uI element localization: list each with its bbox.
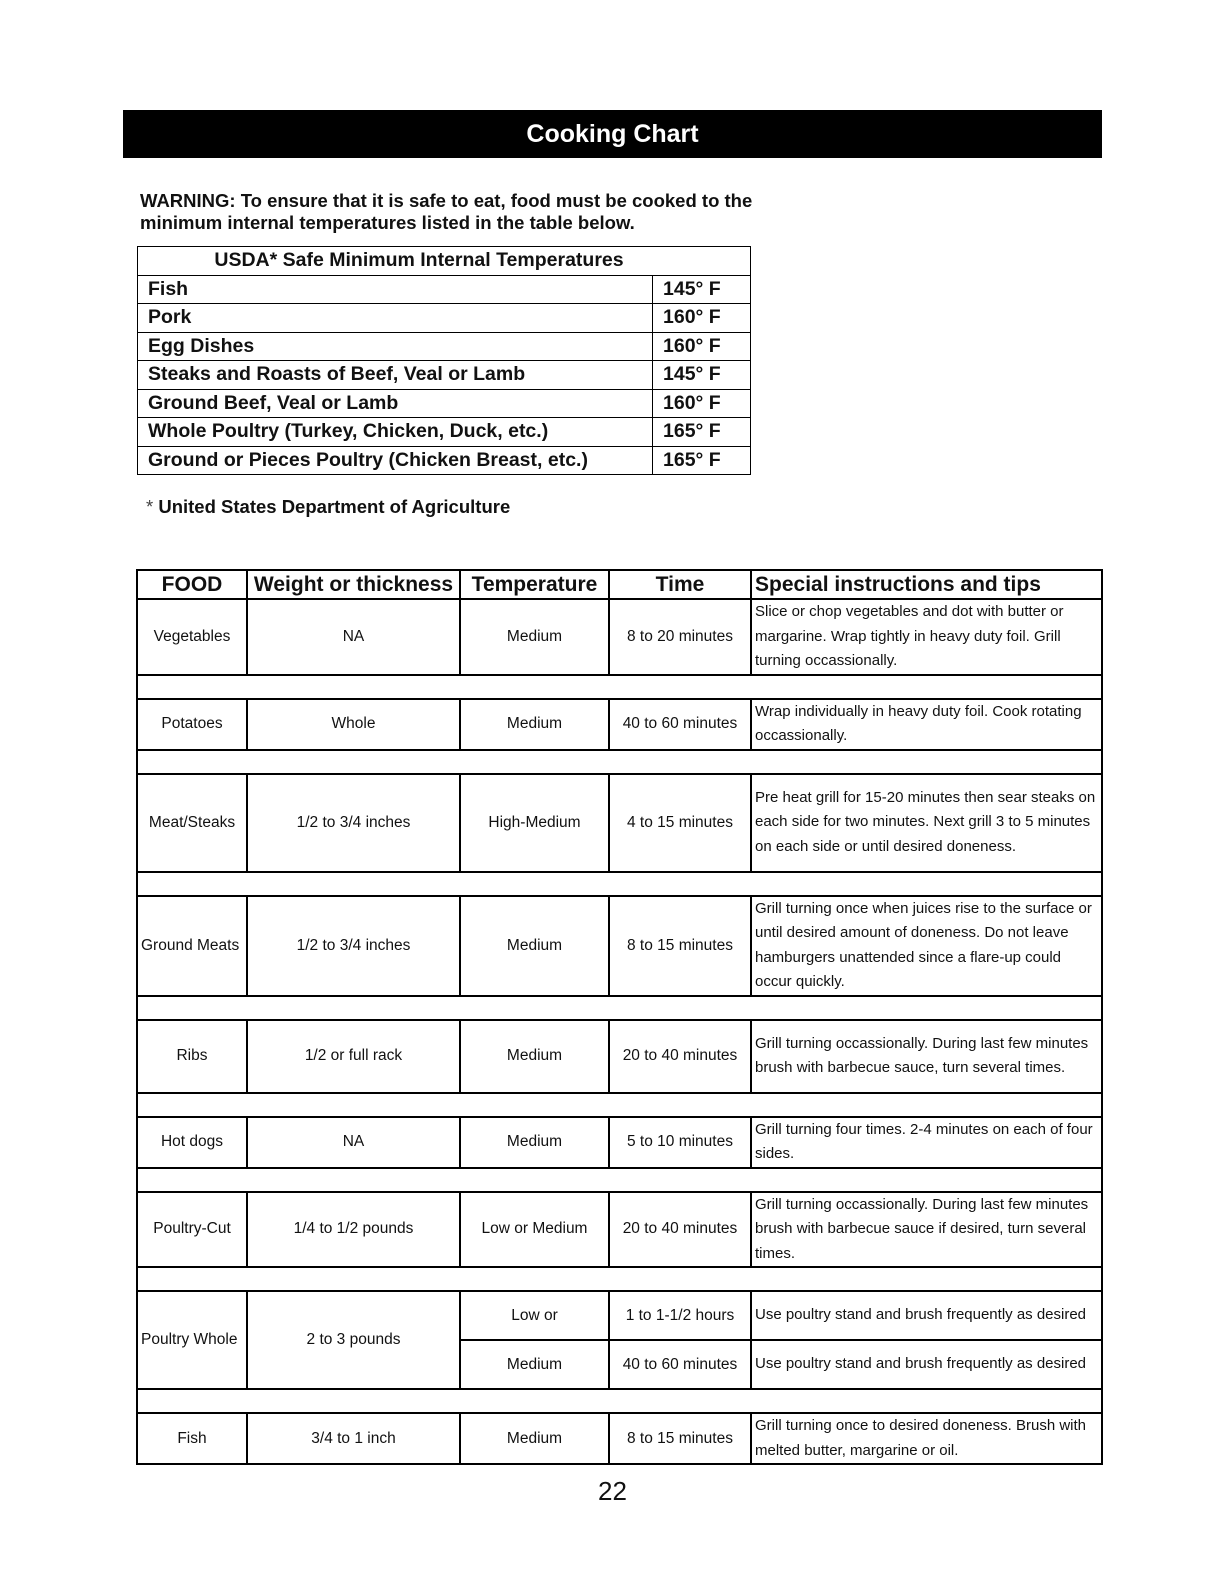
chart-header-row <box>137 570 1102 599</box>
usda-table-header: USDA* Safe Minimum Internal Temperatures <box>138 247 751 276</box>
col-header-time: Time <box>609 570 751 599</box>
weight-cell: Whole <box>247 699 460 750</box>
usda-item: Egg Dishes <box>138 332 653 361</box>
food-cell: Ribs <box>137 1020 247 1093</box>
temperature-cell: Medium <box>460 699 609 750</box>
food-cell: Ground Meats <box>137 896 247 996</box>
temperature-cell: Low or <box>460 1291 609 1340</box>
chart-title: Cooking Chart <box>526 119 699 148</box>
table-row <box>137 1192 1102 1268</box>
weight-cell: NA <box>247 599 460 675</box>
spacer-row <box>137 750 1102 774</box>
time-cell: 20 to 40 minutes <box>609 1020 751 1093</box>
tips-cell: Grill turning once when juices rise to the surface or until desired amount of doneness. Do not leave hamburgers unattended since a flare-up could occur quickly. <box>751 896 1102 996</box>
tips-cell: Grill turning four times. 2-4 minutes on each of four sides. <box>751 1117 1102 1168</box>
food-cell: Hot dogs <box>137 1117 247 1168</box>
usda-footnote <box>146 496 510 518</box>
spacer-cell <box>137 1168 1102 1192</box>
usda-temp: 160° F <box>653 332 751 361</box>
table-row <box>137 1291 1102 1340</box>
food-cell: Fish <box>137 1413 247 1464</box>
footnote-asterisk: * <box>146 496 154 517</box>
time-cell: 8 to 20 minutes <box>609 599 751 675</box>
usda-row <box>138 389 751 418</box>
col-header-tips: Special instructions and tips <box>751 570 1102 599</box>
spacer-row <box>137 1093 1102 1117</box>
safety-warning: WARNING: To ensure that it is safe to eat, food must be cooked to the minimum internal temperatures listed in the table below. <box>140 190 753 233</box>
food-cell: Meat/Steaks <box>137 774 247 872</box>
food-cell: Poultry-Cut <box>137 1192 247 1268</box>
temperature-cell: Medium <box>460 599 609 675</box>
table-row <box>137 1020 1102 1093</box>
food-cell: Potatoes <box>137 699 247 750</box>
temperature-cell: Medium <box>460 1020 609 1093</box>
spacer-cell <box>137 872 1102 896</box>
usda-temp: 145° F <box>653 361 751 390</box>
food-cell: Vegetables <box>137 599 247 675</box>
temperature-cell: Medium <box>460 896 609 996</box>
usda-row <box>138 332 751 361</box>
temperature-cell: High-Medium <box>460 774 609 872</box>
tips-cell: Slice or chop vegetables and dot with butter or margarine. Wrap tightly in heavy duty foil. Grill turning occassionally. <box>751 599 1102 675</box>
tips-cell: Grill turning occassionally. During last few minutes brush with barbecue sauce if desired, turn several times. <box>751 1192 1102 1268</box>
spacer-row <box>137 1389 1102 1413</box>
tips-cell: Use poultry stand and brush frequently as desired <box>751 1291 1102 1340</box>
spacer-cell <box>137 675 1102 699</box>
usda-item: Steaks and Roasts of Beef, Veal or Lamb <box>138 361 653 390</box>
temperature-cell: Medium <box>460 1117 609 1168</box>
spacer-cell <box>137 1267 1102 1291</box>
spacer-cell <box>137 750 1102 774</box>
footnote-text: United States Department of Agriculture <box>158 496 511 517</box>
weight-cell: 1/2 or full rack <box>247 1020 460 1093</box>
food-cell: Poultry Whole <box>137 1291 247 1389</box>
col-header-food: FOOD <box>137 570 247 599</box>
table-row <box>137 1413 1102 1464</box>
usda-temp: 160° F <box>653 389 751 418</box>
usda-row <box>138 446 751 475</box>
usda-item: Ground or Pieces Poultry (Chicken Breast, etc.) <box>138 446 653 475</box>
spacer-row <box>137 675 1102 699</box>
table-row <box>137 774 1102 872</box>
chart-title-banner <box>123 110 1102 158</box>
spacer-row <box>137 1168 1102 1192</box>
temperature-cell: Medium <box>460 1340 609 1389</box>
usda-row <box>138 275 751 304</box>
table-row <box>137 699 1102 750</box>
time-cell: 1 to 1-1/2 hours <box>609 1291 751 1340</box>
weight-cell: 1/4 to 1/2 pounds <box>247 1192 460 1268</box>
weight-cell: NA <box>247 1117 460 1168</box>
time-cell: 40 to 60 minutes <box>609 1340 751 1389</box>
temperature-cell: Low or Medium <box>460 1192 609 1268</box>
tips-cell: Pre heat grill for 15-20 minutes then sear steaks on each side for two minutes. Next grill 3 to 5 minutes on each side or until desired doneness. <box>751 774 1102 872</box>
tips-cell: Grill turning once to desired doneness. Brush with melted butter, margarine or oil. <box>751 1413 1102 1464</box>
weight-cell: 1/2 to 3/4 inches <box>247 774 460 872</box>
tips-cell: Use poultry stand and brush frequently as desired <box>751 1340 1102 1389</box>
usda-item: Ground Beef, Veal or Lamb <box>138 389 653 418</box>
usda-temp: 165° F <box>653 418 751 447</box>
cooking-chart-table <box>136 569 1103 1465</box>
spacer-cell <box>137 1093 1102 1117</box>
usda-row <box>138 304 751 333</box>
usda-temp: 165° F <box>653 446 751 475</box>
usda-temperature-table <box>137 246 751 475</box>
weight-cell: 3/4 to 1 inch <box>247 1413 460 1464</box>
time-cell: 20 to 40 minutes <box>609 1192 751 1268</box>
tips-cell: Wrap individually in heavy duty foil. Cook rotating occassionally. <box>751 699 1102 750</box>
usda-item: Fish <box>138 275 653 304</box>
usda-temp: 145° F <box>653 275 751 304</box>
temperature-cell: Medium <box>460 1413 609 1464</box>
col-header-weight: Weight or thickness <box>247 570 460 599</box>
page-number: 22 <box>598 1476 627 1506</box>
weight-cell: 1/2 to 3/4 inches <box>247 896 460 996</box>
weight-cell: 2 to 3 pounds <box>247 1291 460 1389</box>
spacer-row <box>137 872 1102 896</box>
time-cell: 40 to 60 minutes <box>609 699 751 750</box>
usda-header-row <box>138 247 751 276</box>
col-header-temperature: Temperature <box>460 570 609 599</box>
usda-temp: 160° F <box>653 304 751 333</box>
tips-cell: Grill turning occassionally. During last few minutes brush with barbecue sauce, turn several times. <box>751 1020 1102 1093</box>
time-cell: 4 to 15 minutes <box>609 774 751 872</box>
time-cell: 5 to 10 minutes <box>609 1117 751 1168</box>
table-row <box>137 599 1102 675</box>
usda-item: Whole Poultry (Turkey, Chicken, Duck, etc.) <box>138 418 653 447</box>
table-row <box>137 1117 1102 1168</box>
time-cell: 8 to 15 minutes <box>609 896 751 996</box>
table-row <box>137 896 1102 996</box>
spacer-cell <box>137 996 1102 1020</box>
usda-row <box>138 361 751 390</box>
spacer-cell <box>137 1389 1102 1413</box>
usda-item: Pork <box>138 304 653 333</box>
spacer-row <box>137 996 1102 1020</box>
spacer-row <box>137 1267 1102 1291</box>
time-cell: 8 to 15 minutes <box>609 1413 751 1464</box>
usda-row <box>138 418 751 447</box>
